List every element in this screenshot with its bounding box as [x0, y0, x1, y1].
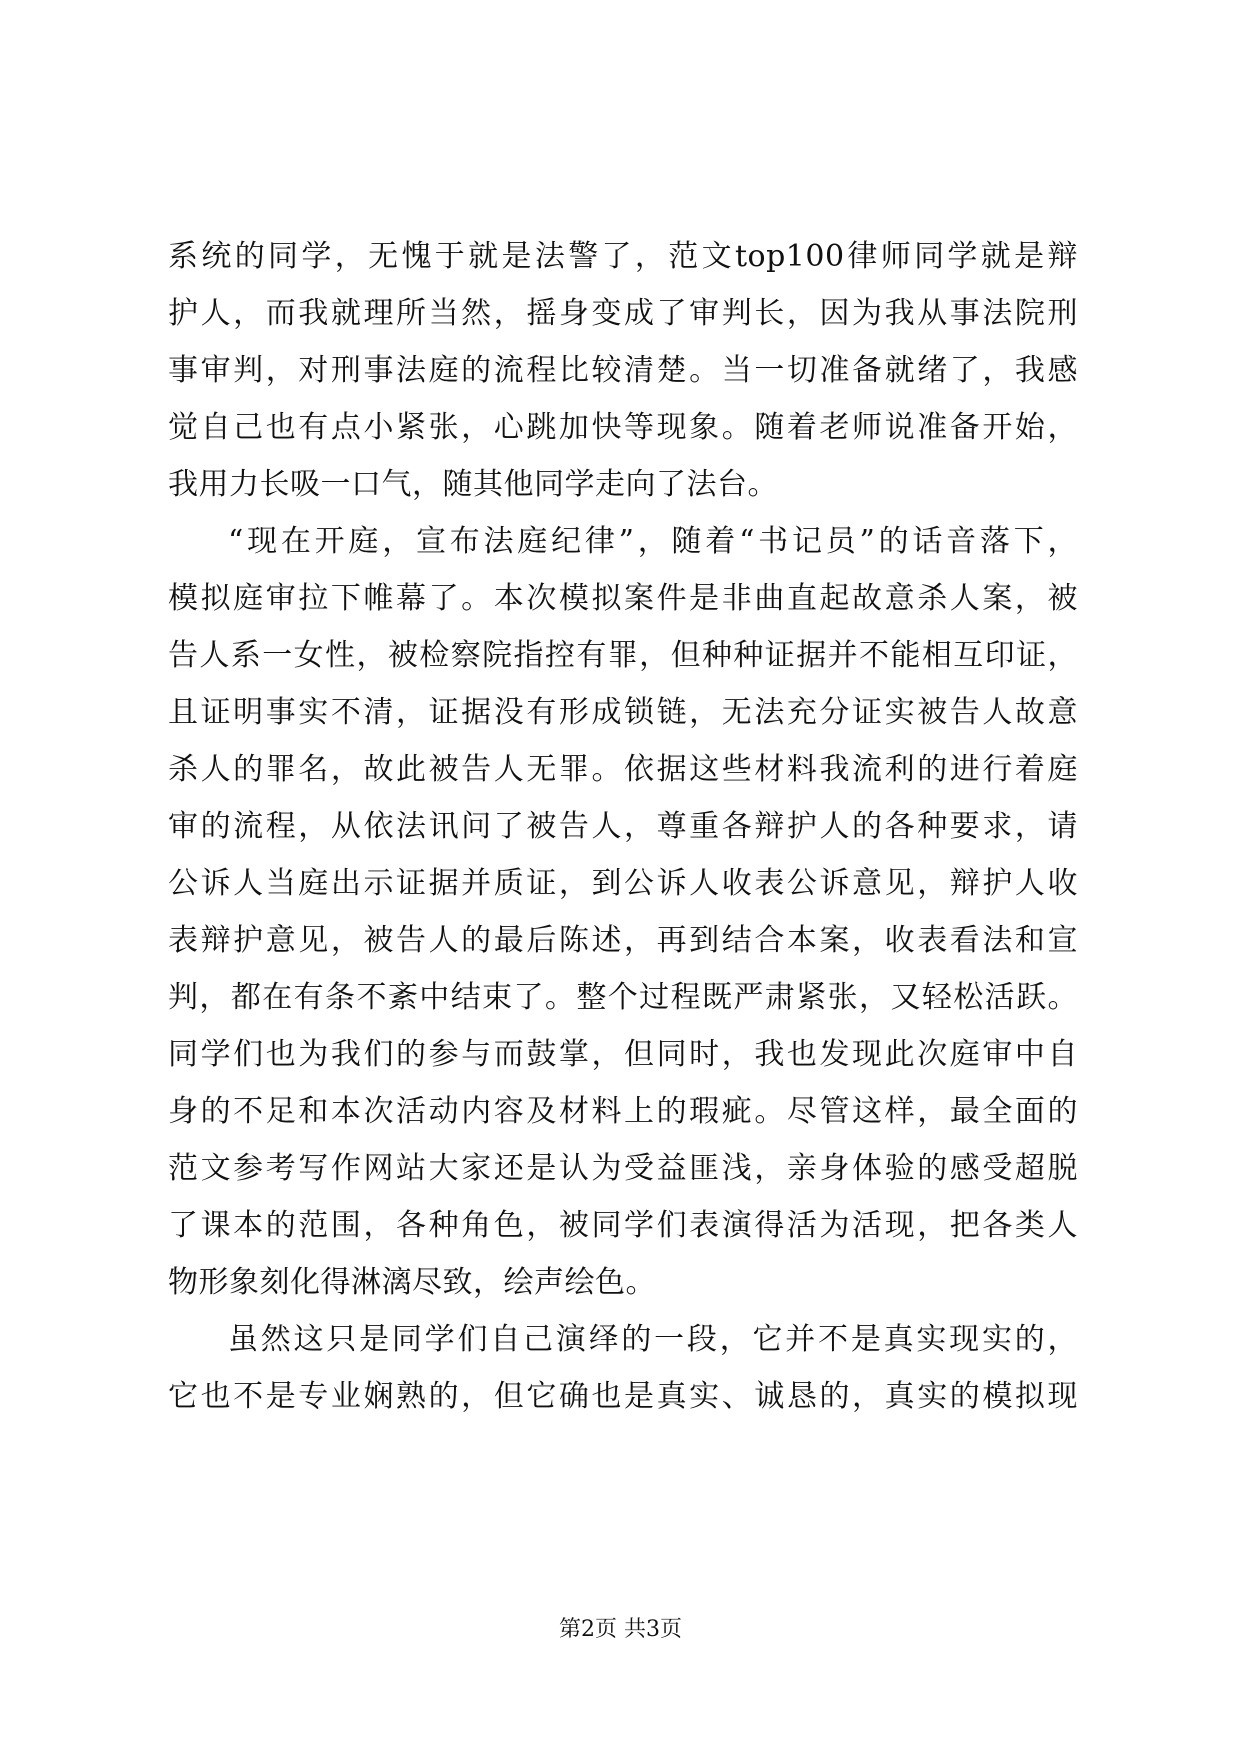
body-text	[168, 228, 1078, 1425]
text-line: 系统的同学，无愧于就是法警了，范文top100律师同学就是辩	[168, 239, 1078, 274]
text-line: 判，都在有条不紊中结束了。整个过程既严肃紧张，又轻松活跃。	[168, 980, 1078, 1015]
text-line: 觉自己也有点小紧张，心跳加快等现象。随着老师说准备开始，	[168, 410, 1078, 445]
text-line: 模拟庭审拉下帷幕了。本次模拟案件是非曲直起故意杀人案，被	[168, 581, 1078, 616]
text-line: 了课本的范围，各种角色，被同学们表演得活为活现，把各类人	[168, 1208, 1078, 1243]
text-line: “现在开庭，宣布法庭纪律”，随着“书记员”的话音落下，	[228, 524, 1078, 559]
text-line: 杀人的罪名，故此被告人无罪。依据这些材料我流利的进行着庭	[168, 752, 1078, 787]
text-line: 虽然这只是同学们自己演绎的一段，它并不是真实现实的，	[228, 1322, 1078, 1357]
text-line: 身的不足和本次活动内容及材料上的瑕疵。尽管这样，最全面的	[168, 1094, 1078, 1129]
text-line: 表辩护意见，被告人的最后陈述，再到结合本案，收表看法和宣	[168, 923, 1078, 958]
text-line: 公诉人当庭出示证据并质证，到公诉人收表公诉意见，辩护人收	[168, 866, 1078, 901]
text-line: 我用力长吸一口气，随其他同学走向了法台。	[168, 467, 778, 502]
text-line: 护人，而我就理所当然，摇身变成了审判长，因为我从事法院刑	[168, 296, 1078, 331]
text-line: 告人系一女性，被检察院指控有罪，但种种证据并不能相互印证，	[168, 638, 1078, 673]
text-line: 审的流程，从依法讯问了被告人，尊重各辩护人的各种要求，请	[168, 809, 1078, 844]
text-line: 范文参考写作网站大家还是认为受益匪浅，亲身体验的感受超脱	[168, 1151, 1078, 1186]
page-footer: 第2页 共3页	[559, 1617, 682, 1642]
text-line: 且证明事实不清，证据没有形成锁链，无法充分证实被告人故意	[168, 695, 1078, 730]
text-line: 物形象刻化得淋漓尽致，绘声绘色。	[168, 1265, 656, 1300]
text-line: 它也不是专业娴熟的，但它确也是真实、诚恳的，真实的模拟现	[168, 1379, 1078, 1414]
text-line: 事审判，对刑事法庭的流程比较清楚。当一切准备就绪了，我感	[168, 353, 1078, 388]
text-line: 同学们也为我们的参与而鼓掌，但同时，我也发现此次庭审中自	[168, 1037, 1078, 1072]
